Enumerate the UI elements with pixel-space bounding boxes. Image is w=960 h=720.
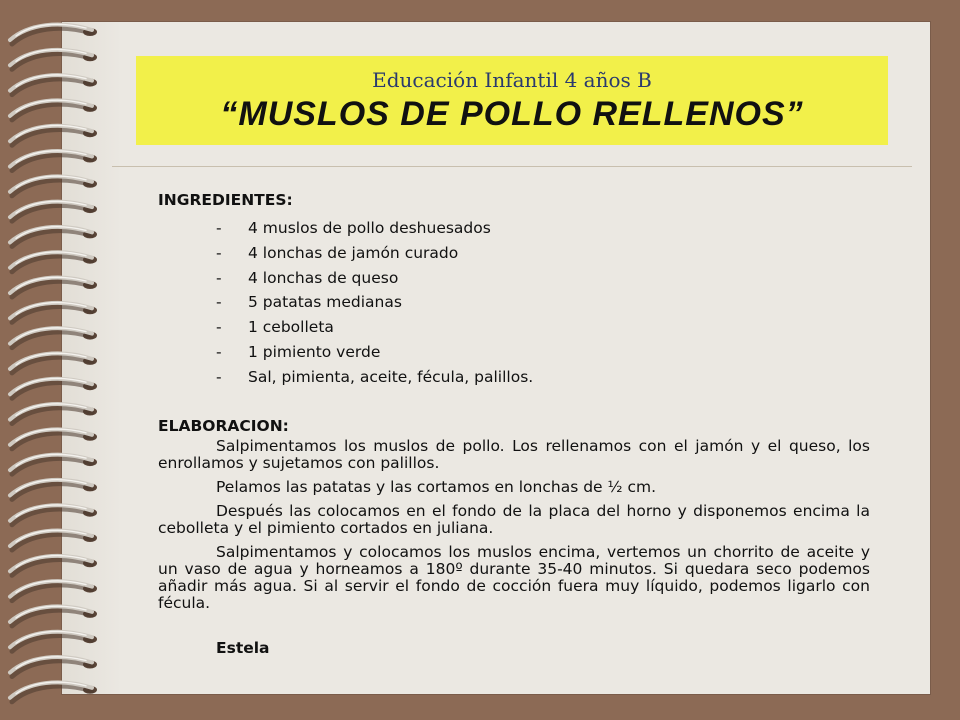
binding-ring [10, 277, 97, 297]
binding-ring [10, 252, 97, 272]
ingredients-heading: INGREDIENTES: [158, 191, 293, 209]
list-item: - Sal, pimienta, aceite, fécula, palillos. [216, 367, 534, 386]
binding-ring [10, 556, 97, 576]
binding-ring [10, 24, 97, 44]
binding-ring [10, 606, 97, 626]
binding-ring [10, 378, 97, 398]
elaboration-heading: ELABORACION: [158, 416, 289, 435]
binding-ring [10, 227, 97, 247]
binding-ring [10, 125, 97, 145]
binding-ring [10, 404, 97, 424]
binding-ring [10, 328, 97, 348]
list-item: - 4 lonchas de jamón curado [216, 243, 459, 262]
binding-ring [10, 657, 97, 677]
binding-ring [10, 75, 97, 95]
binding-ring [10, 682, 97, 702]
binding-ring [10, 480, 97, 500]
binding-ring [10, 429, 97, 449]
binding-ring [10, 303, 97, 323]
list-item: - 5 patatas medianas [216, 293, 402, 312]
binding-ring [10, 631, 97, 651]
list-item: - 1 cebolleta [216, 318, 334, 337]
binding-ring [10, 50, 97, 70]
list-item: - 4 lonchas de queso [216, 268, 399, 287]
binding-ring [10, 454, 97, 474]
elaboration-step: Salpimentamos y colocamos los muslos encima, vertemos un chorrito de aceite y un vaso de agua y horneamos a 180º durante 35-40 minutos. Si quedara seco podemos añadir más agua. Si al servir el fondo de cocción fuera muy líquido, podemos ligarlo con fécula. [158, 542, 870, 612]
title-banner [136, 56, 888, 145]
recipe-content [158, 188, 870, 658]
divider [112, 166, 912, 167]
binding-ring [10, 353, 97, 373]
recipe-title: “MUSLOS DE POLLO RELLENOS” [220, 95, 804, 133]
binding-ring [10, 176, 97, 196]
binding-ring [10, 505, 97, 525]
author-signature: Estela [216, 638, 270, 657]
elaboration-step: Después las colocamos en el fondo de la placa del horno y disponemos encima la cebolleta y el pimiento cortados en juliana. [158, 501, 870, 537]
list-item: - 1 pimiento verde [216, 342, 381, 361]
binding-ring [10, 151, 97, 171]
class-subtitle: Educación Infantil 4 años B [372, 68, 652, 92]
binding-ring [10, 100, 97, 120]
elaboration-step: Salpimentamos los muslos de pollo. Los rellenamos con el jamón y el queso, los enrollamos y sujetamos con palillos. [158, 436, 870, 472]
binding-ring [10, 581, 97, 601]
spiral-binding [0, 0, 120, 720]
list-item: - 4 muslos de pollo deshuesados [216, 219, 491, 237]
elaboration-step: Pelamos las patatas y las cortamos en lonchas de ½ cm. [216, 477, 657, 496]
binding-ring [10, 530, 97, 550]
binding-ring [10, 201, 97, 221]
ingredients-list [158, 216, 870, 390]
